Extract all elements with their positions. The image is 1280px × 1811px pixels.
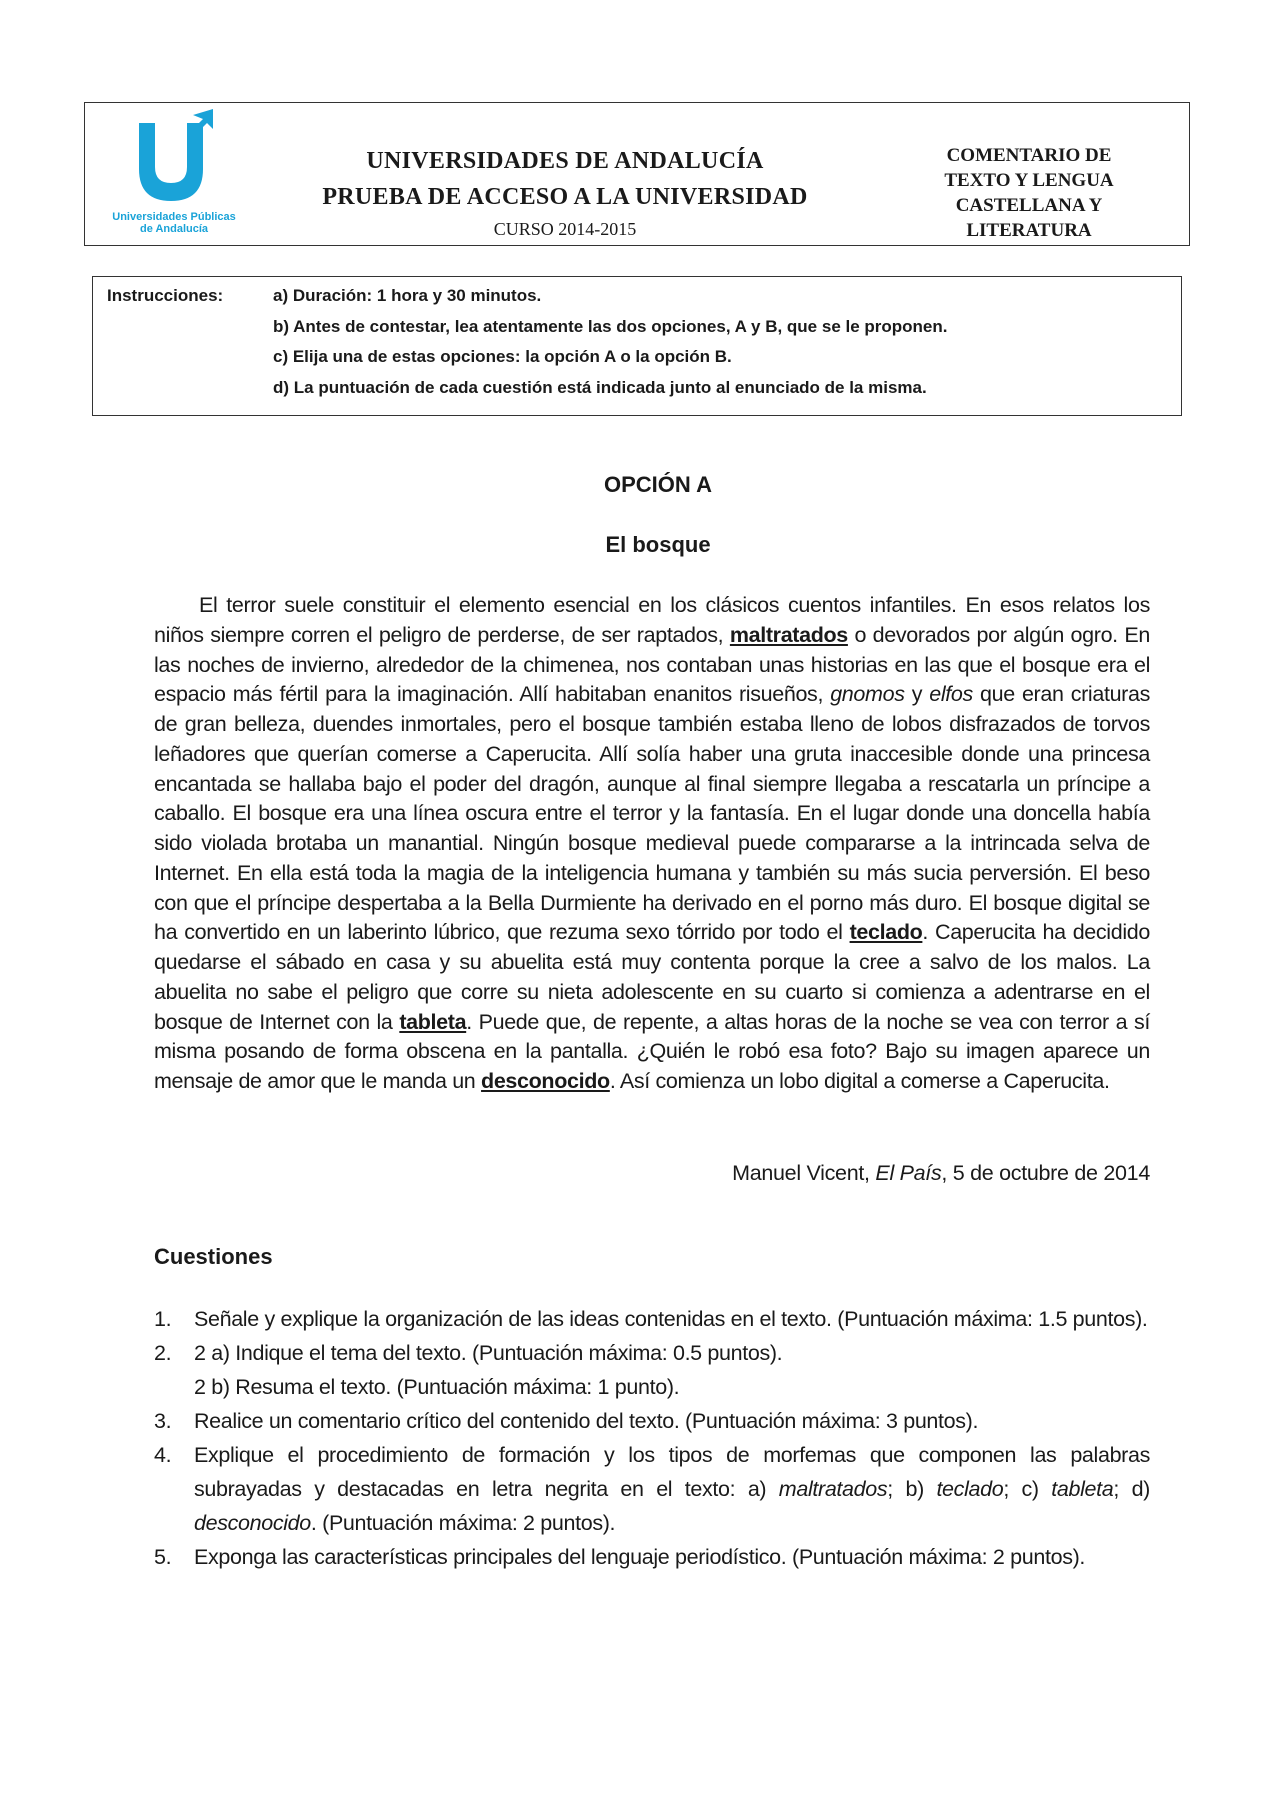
questions-list	[154, 1302, 1150, 1574]
highlighted-word: maltratados	[729, 622, 848, 647]
body-segment: . Puede que, de repente, a altas horas de la noche se vea con terror a sí misma posando de forma obscena en la pantalla. ¿Quién le robó esa foto? Bajo su imagen aparece un mensaje de amor que le manda un	[154, 1009, 1150, 1093]
body-segment: y	[904, 682, 930, 707]
question-segment: ; d)	[1113, 1477, 1150, 1501]
instruction-item: a) Duración: 1 hora y 30 minutos.	[273, 286, 542, 305]
body-segment: . Caperucita ha decidido quedarse el sábado en casa y su abuelita está muy contenta porque la cree a salvo de los malos. La abuelita no sabe el peligro que corre su nieta adolescente en su cuarto si comienza a adentrarse en el bosque de Internet con la	[154, 920, 1150, 1034]
source-author: Manuel Vicent,	[732, 1161, 876, 1185]
question-number: 4.	[154, 1443, 172, 1467]
header-course: CURSO 2014-2015	[493, 219, 637, 239]
highlighted-word: tableta	[399, 1009, 467, 1034]
logo-caption-line2: de Andalucía	[139, 223, 209, 235]
italic-word: gnomos	[830, 682, 905, 707]
question-word: teclado	[936, 1477, 1004, 1501]
question-word: desconocido	[194, 1511, 311, 1535]
exam-header	[84, 102, 1190, 246]
instructions-label: Instrucciones:	[107, 286, 224, 305]
question-text: Realice un comentario crítico del contenido del texto. (Puntuación máxima: 3 puntos).	[194, 1409, 979, 1433]
question-segment: ; b)	[887, 1477, 937, 1501]
instructions-list	[273, 281, 948, 403]
question-word: maltratados	[778, 1477, 888, 1501]
header-title-block	[285, 143, 845, 243]
question-text: 2 b) Resuma el texto. (Puntuación máxima: 1 punto).	[194, 1375, 680, 1399]
instructions-box	[92, 276, 1182, 416]
instruction-item: b) Antes de contestar, lea atentamente las dos opciones, A y B, que se le proponen.	[273, 316, 948, 336]
subject-line: COMENTARIO DE	[946, 145, 1112, 166]
header-exam-name: PRUEBA DE ACCESO A LA UNIVERSIDAD	[322, 184, 808, 210]
question-number: 5.	[154, 1545, 172, 1569]
question-number: 2.	[154, 1341, 172, 1365]
instruction-item: c) Elija una de estas opciones: la opción A o la opción B.	[273, 347, 732, 366]
body-segment: o devorados por algún ogro. En las noches de invierno, alrededor de la chimenea, nos contaban unas historias en las que el bosque era el espacio más fértil para la imaginación. Allí habitaban enanitos risueños,	[154, 622, 1150, 707]
question-item	[154, 1404, 1150, 1438]
question-word: tableta	[1051, 1477, 1114, 1501]
question-item	[154, 1302, 1150, 1336]
logo-caption-line1: Universidades Públicas	[112, 211, 236, 223]
question-item	[154, 1540, 1150, 1574]
body-segment: que eran criaturas de gran belleza, duendes inmortales, pero el bosque también estaba lleno de lobos disfrazados de torvos leñadores que querían comerse a Caperucita. Allí solía haber una gruta inaccesible donde una princesa encantada se hallaba bajo el poder del dragón, aunque al final siempre llegaba a rescatarla un príncipe a caballo. El bosque era una línea oscura entre el terror y la fantasía. En el lugar donde una doncella había sido violada brotaba un manantial. Ningún bosque medieval puede compararse a la intrincada selva de Internet. En ella está toda la magia de la inteligencia humana y también su más sucia perversión. El beso con que el príncipe despertaba a la Bella Durmiente ha derivado en el porno más duro. El bosque digital se ha convertido en un laberinto lúbrico, que rezuma sexo tórrido por todo el	[154, 682, 1150, 945]
article-source	[154, 1158, 1150, 1188]
university-logo	[99, 109, 249, 239]
header-subject	[909, 143, 1149, 243]
subject-line: TEXTO Y LENGUA	[944, 170, 1114, 191]
text-title: El bosque	[605, 532, 711, 557]
question-text: 2 a) Indique el tema del texto. (Puntuación máxima: 0.5 puntos).	[194, 1341, 783, 1365]
question-text: Exponga las características principales del lenguaje periodístico. (Puntuación máxima: 2 puntos).	[194, 1545, 1086, 1569]
question-number: 1.	[154, 1307, 172, 1331]
question-text: Señale y explique la organización de las ideas contenidas en el texto. (Puntuación máxima: 1.5 puntos).	[194, 1307, 1148, 1331]
highlighted-word: desconocido	[481, 1069, 610, 1093]
body-segment: . Así comienza un lobo digital a comerse a Caperucita.	[609, 1069, 1110, 1093]
body-segment: El terror suele constituir el elemento esencial en los clásicos cuentos infantiles. En esos relatos los niños siempre corren el peligro de perderse, de ser raptados,	[154, 593, 1150, 647]
subject-line: CASTELLANA Y	[955, 195, 1103, 216]
question-segment: Explique el procedimiento de formación y los tipos de morfemas que componen las palabras subrayadas y destacadas en letra negrita en el texto: a)	[194, 1443, 1150, 1501]
question-number: 3.	[154, 1409, 172, 1433]
italic-word: elfos	[929, 682, 973, 707]
option-title: OPCIÓN A	[604, 472, 712, 497]
question-item	[154, 1438, 1150, 1540]
question-item	[154, 1336, 1150, 1404]
highlighted-word: teclado	[849, 920, 923, 945]
u-logo-icon	[133, 109, 217, 209]
source-newspaper: El País	[875, 1161, 942, 1185]
logo-caption	[99, 211, 249, 235]
source-date: , 5 de octubre de 2014	[941, 1161, 1150, 1185]
question-text	[194, 1443, 1150, 1535]
article-body	[154, 591, 1150, 1097]
question-segment: . (Puntuación máxima: 2 puntos).	[310, 1511, 616, 1535]
question-segment: ; c)	[1003, 1477, 1052, 1501]
subject-line: LITERATURA	[966, 220, 1092, 241]
questions-heading: Cuestiones	[154, 1244, 273, 1269]
header-university: UNIVERSIDADES DE ANDALUCÍA	[366, 148, 764, 174]
instruction-item: d) La puntuación de cada cuestión está indicada junto al enunciado de la misma.	[273, 377, 927, 397]
